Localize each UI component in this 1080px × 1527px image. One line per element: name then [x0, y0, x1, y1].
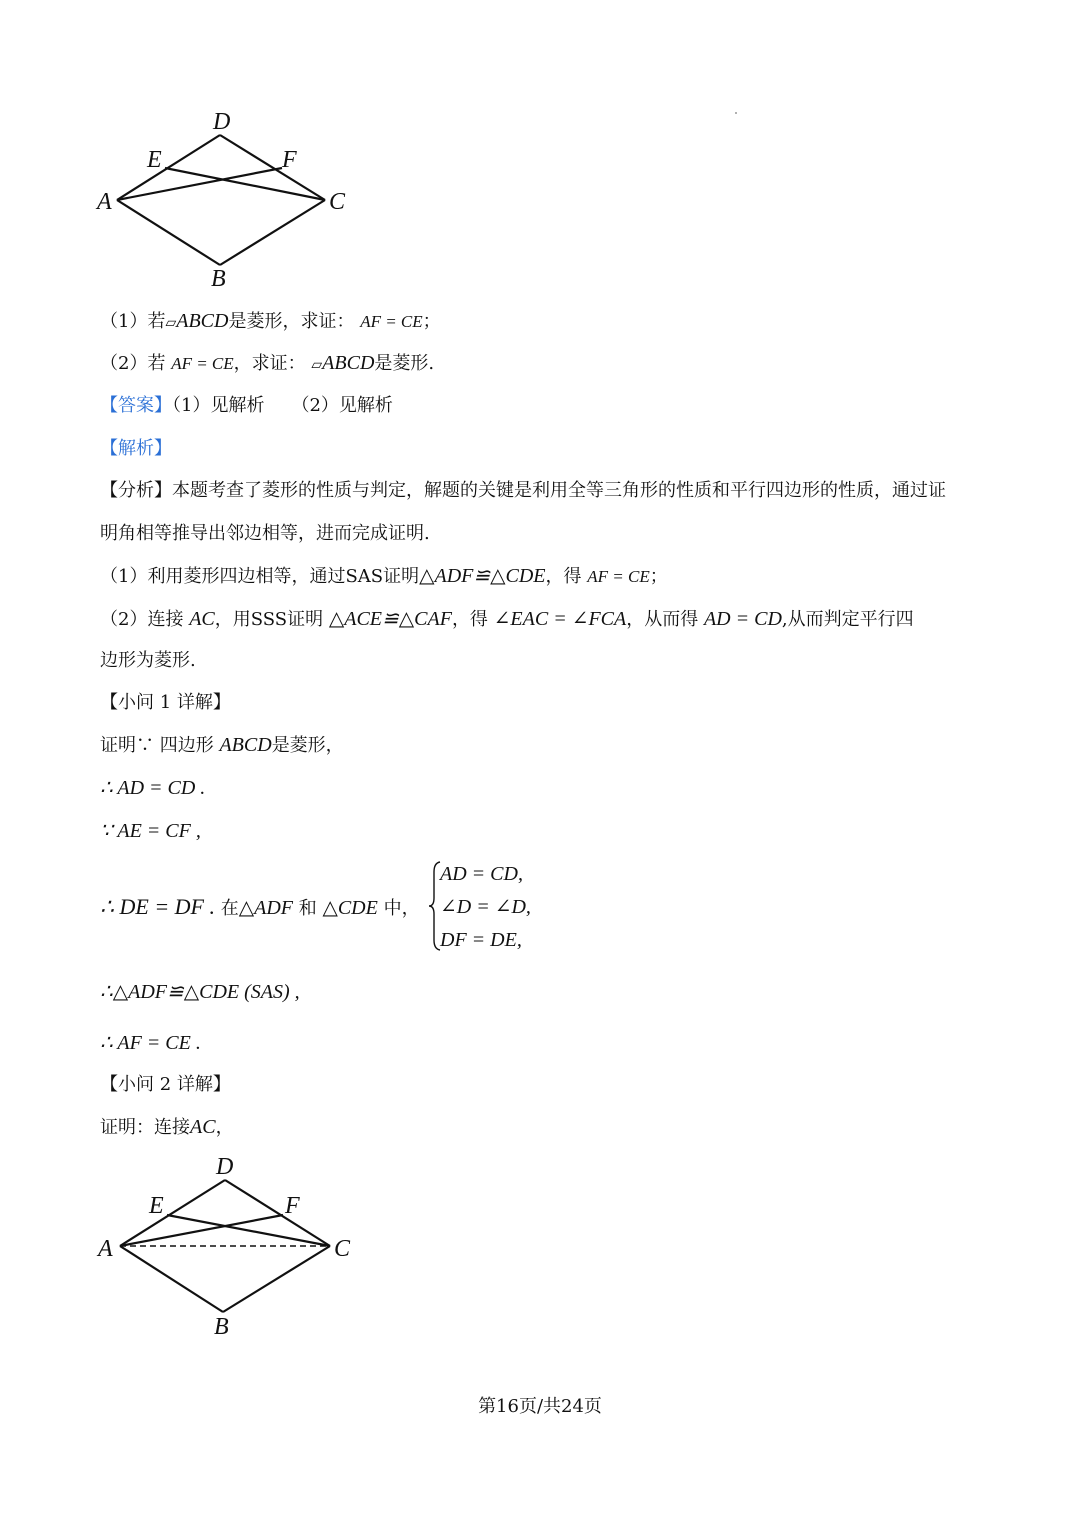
label-e: E	[149, 1193, 164, 1219]
fenxi-line-2: 明角相等推导出邻边相等，进而完成证明.	[100, 523, 430, 544]
edge-cb	[223, 1246, 330, 1312]
label-c: C	[329, 189, 346, 215]
step2-ac: AC	[189, 608, 215, 630]
rhombus-figure-2	[95, 1150, 370, 1345]
step1-expr2: AF = CE	[587, 567, 650, 586]
system-line-1: AD = CD,	[440, 863, 523, 885]
answer-tag: 【答案】	[100, 395, 172, 416]
answer-line	[100, 393, 393, 419]
label-f: F	[282, 147, 297, 173]
step2-mid2: ，得	[451, 609, 488, 630]
sub1-proof-intro	[100, 732, 344, 759]
q1-prefix: （1）若	[100, 311, 166, 332]
sub1-proof-intro-end: 是菱形，	[271, 735, 344, 756]
system-line-2: ∠D = ∠D,	[440, 896, 531, 918]
parallelogram-symbol: ▱	[165, 315, 177, 331]
parallelogram-symbol: ▱	[311, 357, 323, 373]
sub1-name: ABCD	[219, 734, 272, 756]
step2-text: （2）连接	[100, 609, 184, 630]
label-d: D	[213, 109, 231, 135]
q2-mid: ，求证：	[233, 353, 306, 374]
q2-end: 是菱形.	[374, 353, 435, 374]
step1-expr: △ADF≌△CDE	[419, 565, 546, 587]
step2-end: ,从而判定平行四	[781, 609, 914, 630]
step1-end: ；	[649, 566, 668, 587]
sub1-proof-intro-text: 证明∵ 四边形	[100, 735, 214, 756]
step-2	[100, 606, 914, 633]
sub1-l3-t1: △ADF	[238, 897, 293, 919]
sub2-end: ，	[215, 1117, 234, 1138]
sub1-line-2: ∵ AE = CF ,	[100, 820, 201, 842]
sub1-line-5: ∴ AF = CE .	[100, 1032, 201, 1054]
step2-expr2: ∠EAC = ∠FCA	[493, 608, 627, 630]
sub1-l3-text: 在	[215, 898, 239, 919]
q1-end: ；	[422, 311, 441, 332]
label-e: E	[147, 147, 162, 173]
sub1-l3-and: 和	[293, 898, 323, 919]
sub2-ac: AC	[190, 1116, 216, 1138]
sub2-proof-text: 证明：连接	[100, 1117, 190, 1138]
step2-expr3: AD = CD	[703, 608, 782, 630]
sub1-l3-end: 中，	[377, 898, 420, 919]
sub2-proof	[100, 1114, 234, 1141]
q2-name: ABCD	[322, 352, 375, 374]
analysis-tag: 【解析】	[100, 438, 172, 459]
label-a: A	[97, 189, 112, 215]
sub1-line-3	[100, 894, 420, 922]
step1-text: （1）利用菱形四边相等，通过SAS证明	[100, 566, 420, 587]
step2-expr: △ACE≌△CAF	[328, 608, 452, 630]
fenxi-line-1	[100, 478, 946, 504]
edge-ab	[120, 1246, 223, 1312]
edge-ab	[117, 200, 220, 265]
step1-mid: ，得	[545, 566, 582, 587]
q1-expr: AF = CE	[360, 312, 423, 331]
sub1-l3-expr: ∴ DE = DF .	[100, 894, 215, 919]
step-2-line-2: 边形为菱形.	[100, 650, 196, 671]
step2-mid3: ，从而得	[626, 609, 699, 630]
sub1-tag: 【小问 1 详解】	[100, 692, 231, 713]
sub1-line-4: ∴△ADF≌△CDE (SAS) ,	[100, 981, 300, 1003]
q2-prefix: （2）若	[100, 353, 166, 374]
page-footer: 第16页/共24页	[478, 1396, 602, 1417]
sub1-l3-t2: △CDE	[322, 897, 378, 919]
step2-mid: ，用SSS证明	[214, 609, 324, 630]
step-1	[100, 563, 668, 590]
label-b: B	[214, 1314, 229, 1340]
label-d: D	[216, 1154, 234, 1180]
fenxi-tag: 【分析】	[100, 480, 172, 501]
answer-text: （1）见解析 （2）见解析	[172, 395, 393, 416]
edge-cb	[220, 200, 325, 265]
rhombus-figure-1	[95, 105, 365, 295]
sub2-tag: 【小问 2 详解】	[100, 1074, 231, 1095]
label-f: F	[285, 1193, 300, 1219]
question-2	[100, 350, 434, 378]
system-line-3: DF = DE,	[440, 929, 522, 951]
label-a: A	[98, 1236, 113, 1262]
q1-mid: 是菱形，求证：	[228, 311, 355, 332]
q1-name: ABCD	[176, 310, 229, 332]
sub1-line-1: ∴ AD = CD .	[100, 777, 206, 799]
label-b: B	[211, 266, 226, 292]
label-c: C	[334, 1236, 351, 1262]
fenxi-text-1: 本题考查了菱形的性质与判定，解题的关键是利用全等三角形的性质和平行四边形的性质，通过证	[172, 480, 946, 501]
question-1	[100, 308, 441, 336]
q2-expr: AF = CE	[171, 354, 234, 373]
stray-dot	[735, 112, 737, 114]
